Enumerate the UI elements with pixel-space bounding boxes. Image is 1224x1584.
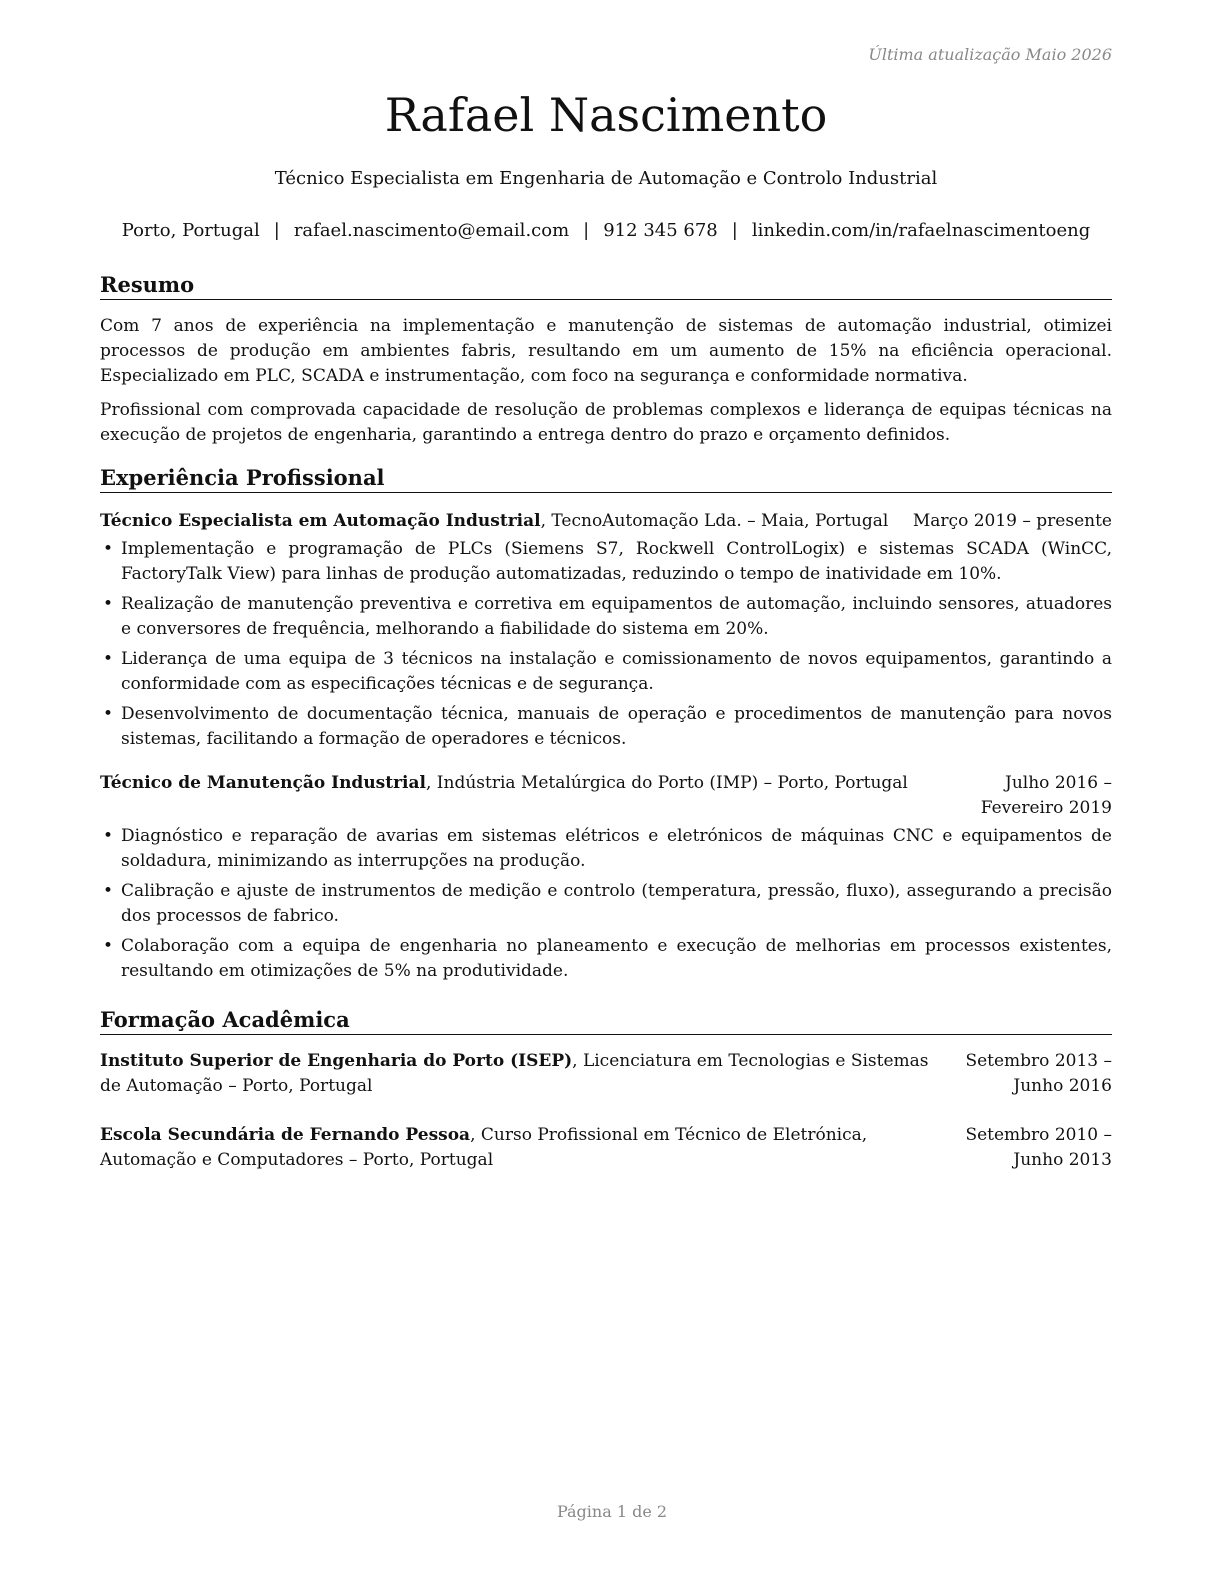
job-bullets — [100, 824, 1112, 984]
job-entry — [100, 771, 1112, 984]
contact-separator: | — [583, 220, 590, 241]
list-item: • Realização de manutenção preventiva e corretiva em equipamentos de automação, incluindo sensores, atuadores e conversores de frequência, melhorando a fiabilidade do sistema em 20%. — [100, 592, 1112, 642]
last-updated: Última atualização Maio 2026 — [868, 45, 1112, 64]
list-item: • Colaboração com a equipa de engenharia no planeamento e execução de melhorias em processos existentes, resultando em otimizações de 5% na produtividade. — [100, 934, 1112, 984]
job-header — [100, 771, 1112, 821]
job-role: Técnico Especialista em Automação Industrial — [100, 511, 541, 531]
job-dates: Julho 2016 – Fevereiro 2019 — [980, 773, 1112, 818]
education-entry — [100, 1049, 1112, 1099]
education-detail: , Curso Profissional em Técnico de Eletrónica, Automação e Computadores – Porto, Portugal — [100, 1125, 868, 1170]
education-detail: , Licenciatura em Tecnologias e Sistemas de Automação – Porto, Portugal — [100, 1051, 929, 1096]
contact-email[interactable]: rafael.nascimento@email.com — [293, 220, 570, 241]
education-section — [100, 1007, 1112, 1173]
job-employer: , Indústria Metalúrgica do Porto (IMP) – Porto, Portugal — [426, 773, 908, 793]
contact-separator: | — [273, 220, 280, 241]
contact-location: Porto, Portugal — [121, 220, 260, 241]
job-bullets — [100, 537, 1112, 752]
list-item: • Desenvolvimento de documentação técnica, manuais de operação e procedimentos de manutenção para novos sistemas, facilitando a formação de operadores e técnicos. — [100, 702, 1112, 752]
section-title-education: Formação Acadêmica — [100, 1007, 1112, 1035]
contact-phone: 912 345 678 — [603, 220, 718, 241]
list-item: • Liderança de uma equipa de 3 técnicos na instalação e comissionamento de novos equipamentos, garantindo a conformidade com as especificações técnicas e de segurança. — [100, 647, 1112, 697]
page-number: Página 1 de 2 — [556, 1502, 668, 1521]
candidate-subtitle: Técnico Especialista em Engenharia de Automação e Controlo Industrial — [274, 168, 938, 189]
section-title-experience: Experiência Profissional — [100, 465, 1112, 493]
list-item: • Calibração e ajuste de instrumentos de medição e controlo (temperatura, pressão, fluxo), assegurando a precisão dos processos de fabrico. — [100, 879, 1112, 929]
contact-line — [100, 220, 1112, 241]
list-item: • Diagnóstico e reparação de avarias em sistemas elétricos e eletrónicos de máquinas CNC e equipamentos de soldadura, minimizando as interrupções na produção. — [100, 824, 1112, 874]
education-dates: Setembro 2013 – Junho 2016 — [965, 1051, 1112, 1096]
job-header — [100, 509, 1112, 534]
contact-linkedin[interactable]: linkedin.com/in/rafaelnascimentoeng — [751, 220, 1091, 241]
job-entry — [100, 509, 1112, 752]
education-school: Instituto Superior de Engenharia do Porto (ISEP) — [100, 1051, 573, 1071]
education-dates: Setembro 2010 – Junho 2013 — [965, 1125, 1112, 1170]
candidate-name: Rafael Nascimento — [384, 88, 828, 142]
education-school: Escola Secundária de Fernando Pessoa — [100, 1125, 471, 1145]
summary-section — [100, 272, 1112, 448]
contact-separator: | — [731, 220, 738, 241]
experience-section — [100, 465, 1112, 989]
education-entry — [100, 1123, 1112, 1173]
section-title-summary: Resumo — [100, 272, 1112, 300]
summary-paragraph: Com 7 anos de experiência na implementação e manutenção de sistemas de automação industrial, otimizei processos de produção em ambientes fabris, resultando em um aumento de 15% na eficiência operacional. Especializado em PLC, SCADA e instrumentação, com foco na segurança e conformidade normativa. — [100, 316, 1112, 386]
summary-paragraph: Profissional com comprovada capacidade de resolução de problemas complexos e liderança de equipas técnicas na execução de projetos de engenharia, garantindo a entrega dentro do prazo e orçamento definidos. — [100, 400, 1112, 445]
job-dates: Março 2019 – presente — [912, 511, 1112, 531]
list-item: • Implementação e programação de PLCs (Siemens S7, Rockwell ControlLogix) e sistemas SCADA (WinCC, FactoryTalk View) para linhas de produção automatizadas, reduzindo o tempo de inatividade em 10%. — [100, 537, 1112, 587]
job-employer: , TecnoAutomação Lda. – Maia, Portugal — [540, 511, 889, 531]
job-role: Técnico de Manutenção Industrial — [100, 773, 426, 793]
